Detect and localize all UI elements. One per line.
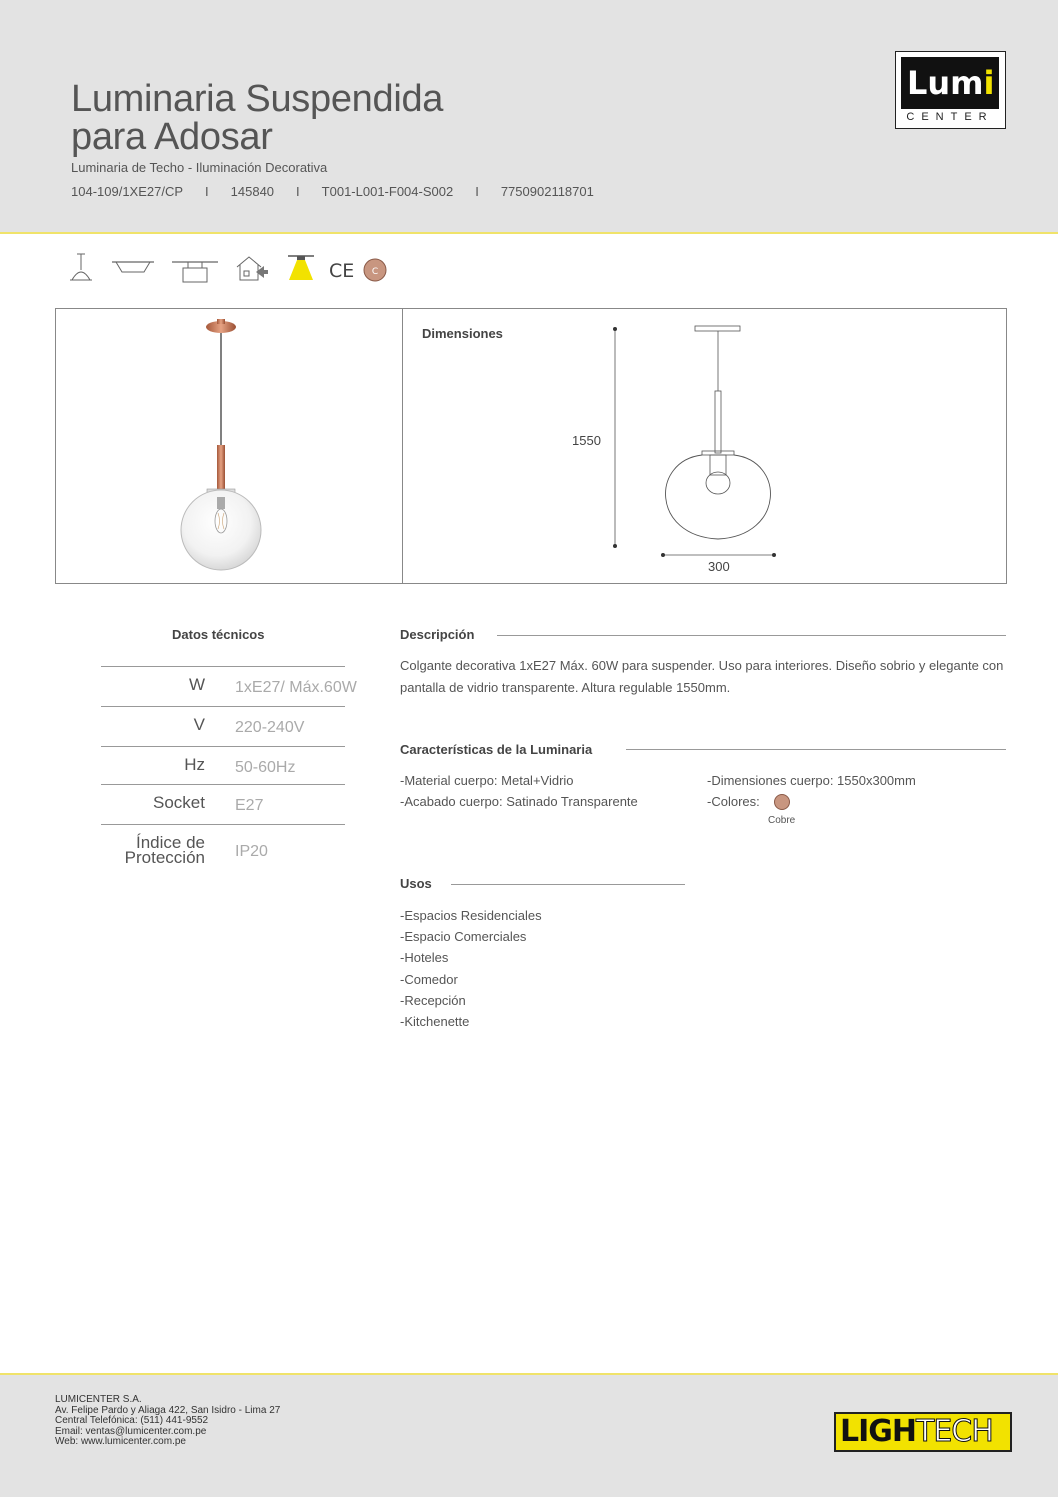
copper-finish-icon xyxy=(361,252,391,284)
dimension-height: 1550 xyxy=(572,433,601,448)
lumicenter-logo xyxy=(895,51,1006,129)
uses-list xyxy=(400,905,542,1032)
light-beam-icon xyxy=(286,252,316,284)
code-separator: I xyxy=(475,184,479,199)
svg-text:CE: CE xyxy=(329,260,355,282)
product-code: T001-L001-F004-S002 xyxy=(321,184,454,199)
code-separator: I xyxy=(296,184,300,199)
list-item: -Hoteles xyxy=(400,950,449,966)
color-swatch-copper xyxy=(774,794,790,810)
tech-label: Socket xyxy=(153,793,205,812)
dimension-width: 300 xyxy=(708,559,730,574)
tech-row-protection xyxy=(101,824,345,876)
tech-value: E27 xyxy=(235,797,264,814)
list-item: -Espacios Residenciales xyxy=(400,908,542,923)
tech-value: 50-60Hz xyxy=(235,759,296,776)
features-rule xyxy=(626,749,1006,750)
company-phone: Central Telefónica: (511) 441-9552 xyxy=(55,1415,209,1426)
tech-label: V xyxy=(193,715,205,734)
feature-material: -Material cuerpo: Metal+Vidrio xyxy=(400,773,574,788)
uses-heading: Usos xyxy=(400,876,432,891)
tech-row-frequency xyxy=(101,746,345,784)
pendant-icon xyxy=(68,252,94,284)
tech-data-table xyxy=(101,666,357,876)
ceiling-mount-icon xyxy=(110,252,156,284)
track-mount-icon xyxy=(170,252,220,284)
description-rule xyxy=(497,635,1006,636)
code-separator: I xyxy=(205,184,209,199)
indoor-use-icon xyxy=(234,252,270,284)
company-address: Av. Felipe Pardo y Aliaga 422, San Isidro - Lima 27 xyxy=(55,1404,281,1416)
company-name: LUMICENTER S.A. xyxy=(55,1394,142,1405)
tech-value: 1xE27/ Máx.60W xyxy=(235,679,357,696)
features-heading: Características de la Luminaria xyxy=(400,742,593,757)
svg-text:C: C xyxy=(371,267,379,277)
tech-row-watts xyxy=(101,666,357,706)
product-code: 104-109/1XE27/CP xyxy=(71,184,184,199)
tech-label: Hz xyxy=(184,755,205,774)
dimension-drawing xyxy=(606,321,786,566)
product-codes xyxy=(71,184,594,199)
page-subtitle: Luminaria de Techo - Iluminación Decorativa xyxy=(71,160,328,175)
list-item: -Kitchenette xyxy=(400,1014,470,1030)
lightech-logo xyxy=(834,1412,1012,1452)
dimensions-heading: Dimensiones xyxy=(422,326,503,341)
color-name: Cobre xyxy=(768,815,796,826)
ce-mark-icon xyxy=(326,252,356,284)
product-panel xyxy=(55,308,1007,584)
description-text: Colgante decorativa 1xE27 Máx. 60W para suspender. Uso para interiores. Diseño sobrio y elegante con pantalla de vidrio transparente. Altura regulable 1550mm. xyxy=(400,658,1004,695)
panel-divider xyxy=(402,309,403,583)
description-heading: Descripción xyxy=(400,627,475,642)
footer-band xyxy=(0,1373,1058,1497)
product-code: 7750902118701 xyxy=(500,184,594,199)
logo-main-text: Lum xyxy=(907,64,984,102)
logo-subtext: CENTER xyxy=(906,111,994,123)
uses-rule xyxy=(451,884,685,885)
logo-accent-letter: i xyxy=(983,64,995,102)
feature-dimensions: -Dimensiones cuerpo: 1550x300mm xyxy=(707,773,916,788)
product-code: 145840 xyxy=(230,184,275,199)
company-info xyxy=(55,1395,280,1448)
tech-value: 220-240V xyxy=(235,719,305,736)
tech-data-heading: Datos técnicos xyxy=(172,627,265,642)
feature-colors-label: -Colores: xyxy=(707,794,760,809)
header-band xyxy=(0,0,1058,234)
tech-row-voltage xyxy=(101,706,345,746)
logo-mark xyxy=(901,57,999,109)
tech-row-socket xyxy=(101,784,345,824)
company-web: Web: www.lumicenter.com.pe xyxy=(55,1436,186,1447)
tech-label: Índice de Protección xyxy=(124,833,205,867)
tech-label: W xyxy=(188,675,205,694)
page-title: Luminaria Suspendida para Adosar xyxy=(71,78,444,158)
company-email: Email: ventas@lumicenter.com.pe xyxy=(55,1425,207,1437)
list-item: -Espacio Comerciales xyxy=(400,929,527,945)
lightech-outline-text: TECH xyxy=(916,1414,993,1449)
list-item: -Comedor xyxy=(400,971,458,987)
tech-value: IP20 xyxy=(235,843,268,860)
product-photo xyxy=(171,315,281,577)
lightech-bold-text: LIGH xyxy=(840,1414,917,1449)
list-item: -Recepción xyxy=(400,992,466,1008)
feature-finish: -Acabado cuerpo: Satinado Transparente xyxy=(400,794,638,809)
